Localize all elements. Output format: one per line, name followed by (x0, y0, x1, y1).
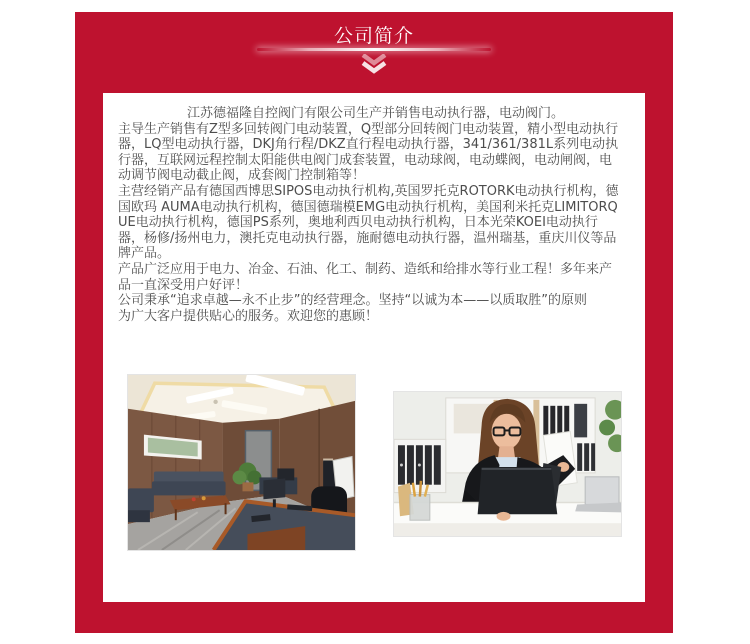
page-title: 公司简介 (333, 25, 414, 47)
company-intro-section (75, 12, 673, 633)
intro-text-line: 国欧玛 AUMA电动执行机构，德国德瑞模EMG电动执行机构，美国利米托克LIMITORQ (118, 199, 618, 215)
content-card (103, 93, 645, 602)
chevron-down-icon (359, 54, 389, 74)
intro-text-line: 为广大客户提供贴心的服务。欢迎您的惠顾！ (118, 308, 379, 324)
customer-service-photo (393, 391, 622, 537)
intro-text-line: 行器，互联网远程控制太阳能供电阀门成套装置，电动球阀，电动蝶阀，电动闸阀，电 (118, 152, 613, 168)
intro-text-line: 器，杨修/扬州电力，澳托克电动执行器，施耐德电动执行器，温州瑞基，重庆川仪等品 (118, 230, 617, 246)
intro-text-line: 主营经销产品有德国西博思SIPOS电动执行机构,英国罗托克ROTORK电动执行机构，德 (118, 183, 619, 199)
intro-text-line: 品一直深受用户好评！ (118, 277, 249, 293)
intro-text-line: UE电动执行机构，德国PS系列，奥地利西贝电动执行机构，日本光荣KOEI电动执行 (118, 215, 598, 231)
intro-text (103, 93, 645, 324)
intro-text-line: 产品广泛应用于电力、冶金、石油、化工、制药、造纸和给排水等行业工程！多年来产 (118, 261, 613, 277)
customer-service-graphic (394, 392, 621, 536)
office-interior-graphic (128, 375, 355, 550)
intro-text-line: 公司秉承“追求卓越—永不止步”的经营理念。坚持“以诚为本——以质取胜”的原则 (118, 293, 587, 309)
intro-text-line: 江苏德福隆自控阀门有限公司生产并销售电动执行器，电动阀门。 (186, 106, 564, 121)
intro-text-line: 牌产品。 (118, 246, 171, 262)
office-interior-photo (127, 374, 356, 551)
intro-text-line: 动调节阀电动截止阀，成套阀门控制箱等！ (118, 168, 366, 184)
intro-text-line: 主导生产销售有Z型多回转阀门电动装置，Q型部分回转阀门电动装置，精小型电动执行 (118, 121, 619, 137)
intro-text-line: 器，LQ型电动执行器，DKJ角行程/DKZ直行程电动执行器，341/361/381L系列电动执 (118, 137, 619, 153)
divider-line (257, 48, 491, 51)
